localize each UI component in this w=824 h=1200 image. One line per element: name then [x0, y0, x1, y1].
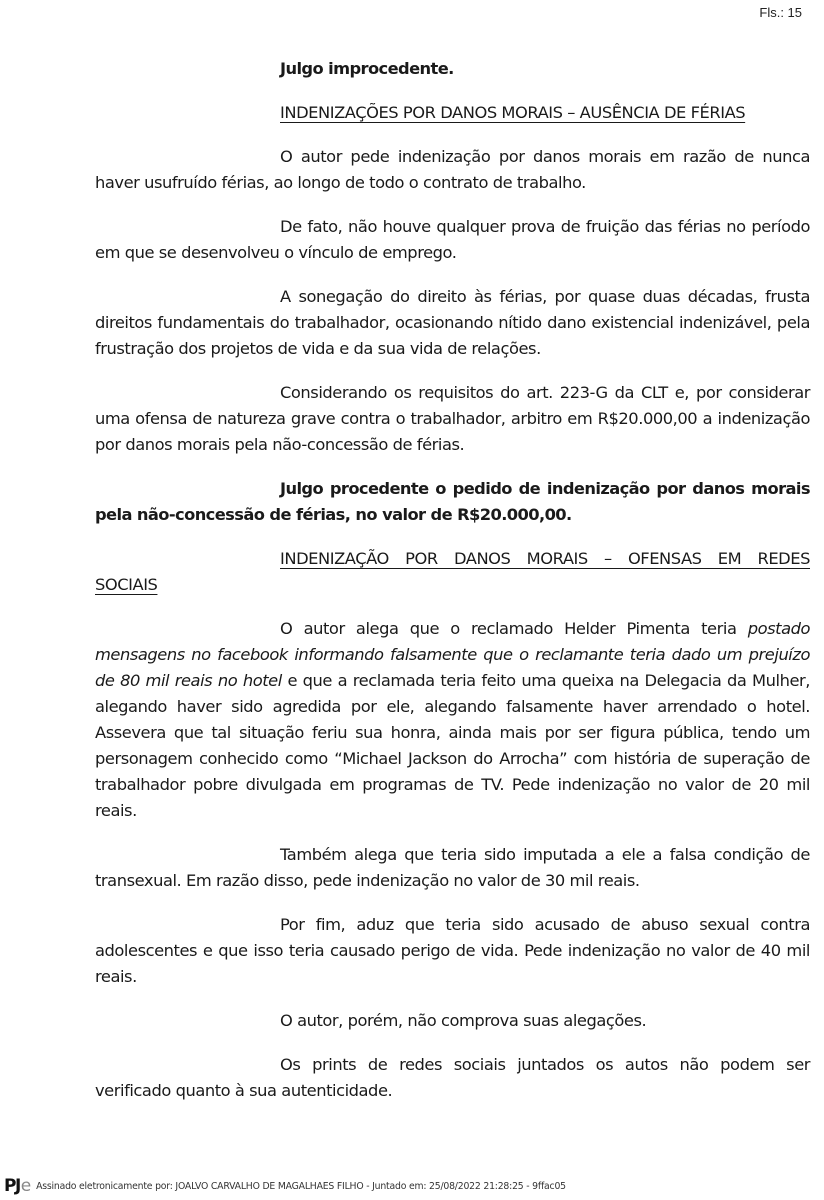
pje-logo-pj: PJ — [4, 1176, 20, 1196]
signature-text: Assinado eletronicamente por: JOALVO CARVALHO DE MAGALHAES FILHO - Juntado em: 25/08/2022 21:28:25 - 9ffac05 — [36, 1180, 566, 1192]
pje-logo-icon — [4, 1176, 31, 1196]
paragraph-5-start: O autor alega que o reclamado Helder Pimenta teria — [280, 619, 748, 638]
section-heading-redes-sociais: INDENIZAÇÃO POR DANOS MORAIS – OFENSAS EM REDES SOCIAIS — [95, 549, 810, 594]
paragraph-5-end: e que a reclamada teria feito uma queixa na Delegacia da Mulher, alegando haver sido agredida por ele, alegando falsamente haver arrendado o hotel. Assevera que tal situação feriu sua honra, ainda mais por ser figura pública, tendo um personagem conhecido como “Michael Jackson do Arrocha” com história de superação de trabalhador pobre divulgada em programas de TV. Pede indenização no valor de 20 mil reais. — [95, 671, 810, 820]
paragraph-4: Considerando os requisitos do art. 223-G da CLT e, por considerar uma ofensa de natureza grave contra o trabalhador, arbitro em R$20.000,00 a indenização por danos morais pela não-concessão de férias. — [95, 383, 810, 454]
ruling-procedente: Julgo procedente o pedido de indenização por danos morais pela não-concessão de férias, no valor de R$20.000,00. — [95, 479, 810, 524]
ruling-improcedente: Julgo improcedente. — [280, 59, 454, 78]
paragraph-5-quote: postado mensagens no facebook informando falsamente que o reclamante teria dado um prejuízo de 80 mil reais no hotel — [95, 619, 810, 690]
paragraph-7: Por fim, aduz que teria sido acusado de abuso sexual contra adolescentes e que isso teria causado perigo de vida. Pede indenização no valor de 40 mil reais. — [95, 915, 810, 986]
paragraph-9: Os prints de redes sociais juntados os autos não podem ser verificado quanto à sua autenticidade. — [95, 1055, 810, 1100]
paragraph-5 — [95, 616, 810, 824]
paragraph-6: Também alega que teria sido imputada a ele a falsa condição de transexual. Em razão disso, pede indenização no valor de 30 mil reais. — [95, 845, 810, 890]
paragraph-2: De fato, não houve qualquer prova de fruição das férias no período em que se desenvolveu o vínculo de emprego. — [95, 217, 810, 262]
section-heading-ferias-text: INDENIZAÇÕES POR DANOS MORAIS – AUSÊNCIA DE FÉRIAS — [280, 103, 746, 122]
paragraph-3: A sonegação do direito às férias, por quase duas décadas, frusta direitos fundamentais do trabalhador, ocasionando nítido dano existencial indenizável, pela frustração dos projetos de vida e da sua vida de relações. — [95, 287, 810, 358]
paragraph-1: O autor pede indenização por danos morais em razão de nunca haver usufruído férias, ao longo de todo o contrato de trabalho. — [95, 147, 810, 192]
section-heading-ferias — [95, 100, 810, 126]
document-body — [95, 56, 810, 1122]
paragraph-8: O autor, porém, não comprova suas alegações. — [280, 1011, 647, 1030]
page-number: Fls.: 15 — [759, 5, 802, 20]
signature-footer — [4, 1177, 566, 1195]
pje-logo-e: e — [20, 1176, 32, 1196]
